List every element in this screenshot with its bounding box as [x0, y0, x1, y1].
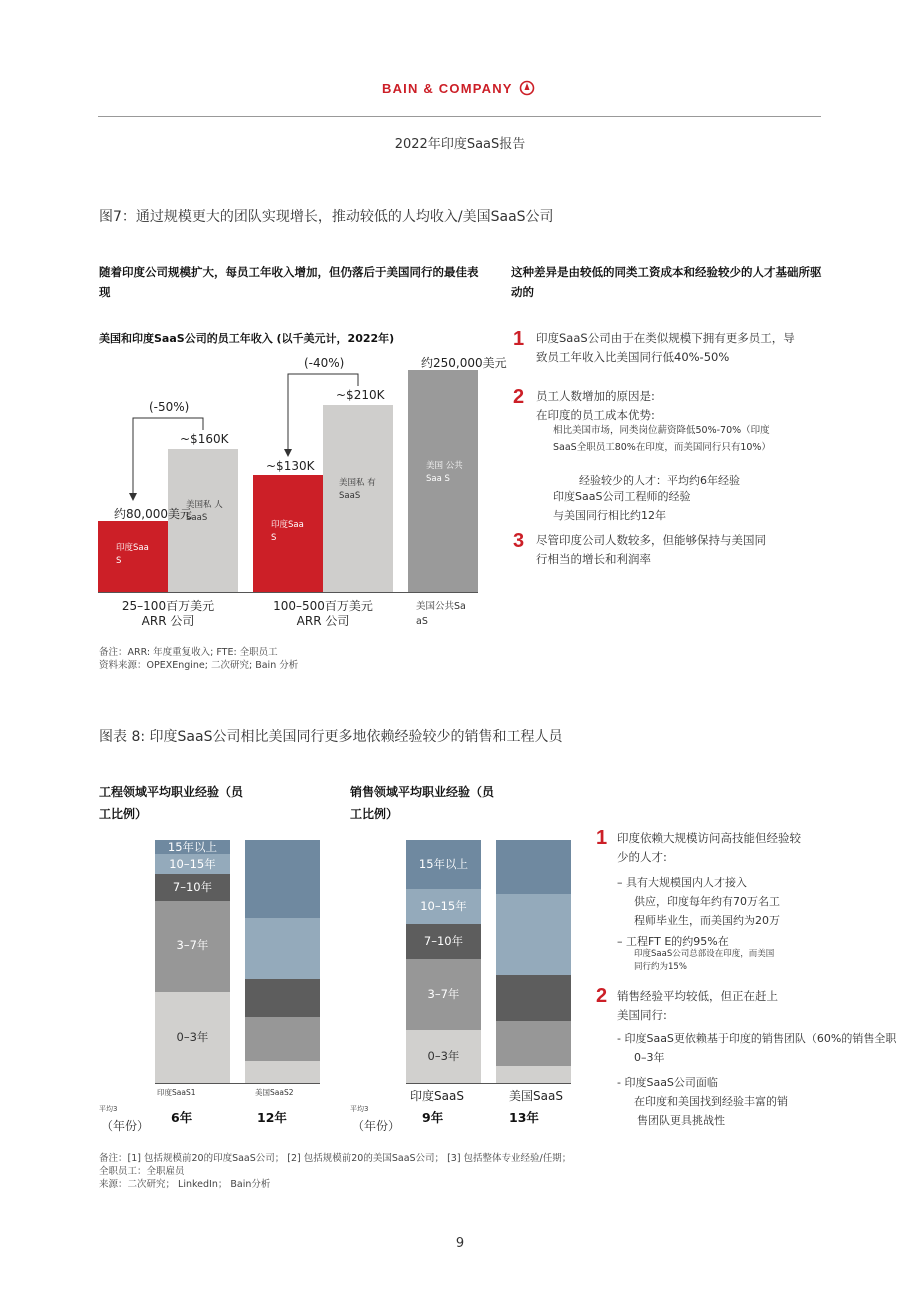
value-india-mid: ~$130K — [266, 459, 315, 473]
eng-india-label-7-10: 7–10年 — [172, 880, 213, 894]
eng-us-seg-7-10 — [245, 979, 320, 1017]
point-number-1: 1 — [513, 328, 525, 350]
eng-bar-us — [245, 840, 320, 1083]
figure7-title: 图7：通过规模更大的团队实现增长，推动较低的人均收入/美国SaaS公司 — [99, 209, 554, 225]
figure8-note-2: 全职员工：全职雇员 — [99, 1166, 185, 1177]
point-2-line4: SaaS全职员工80%在印度，而美国同行只有10%） — [553, 442, 771, 453]
engineering-header — [99, 781, 243, 825]
value-india-small: 约80,000美元 — [114, 507, 192, 521]
fig8-p1-b1-line1: – 具有大规模国内人才接入 — [617, 876, 747, 889]
sales-category-us: 美国SaaS — [509, 1089, 563, 1103]
sales-india-label-15plus: 15年以上 — [418, 857, 469, 871]
category-mid — [253, 599, 393, 629]
eng-us-seg-0-3 — [245, 1061, 320, 1083]
report-title: 2022年印度SaaS报告 — [394, 137, 526, 152]
category-mid-line2: ARR 公司 — [296, 614, 350, 628]
sales-avg-us: 13年 — [509, 1110, 539, 1125]
eng-india-seg-0-3 — [155, 992, 230, 1083]
figure7-note-abbr: 备注：ARR: 年度重复收入; FTE: 全职员工 — [99, 647, 278, 658]
eng-us-seg-3-7 — [245, 1017, 320, 1061]
engineering-header-line1: 工程领域平均职业经验（员 — [99, 785, 244, 799]
figure8-note-3: 来源：二次研究； LinkedIn； Bain分析 — [99, 1179, 271, 1190]
eng-india-seg-3-7 — [155, 901, 230, 992]
fig8-p2-b2-line2: 在印度和美国找到经验丰富的销 — [634, 1095, 788, 1108]
point-3-line2: 行相当的增长和利润率 — [536, 552, 651, 566]
category-public — [416, 599, 466, 629]
figure7-notes — [99, 646, 298, 672]
value-us-small: ~$160K — [180, 432, 229, 446]
eng-baseline — [155, 1083, 320, 1084]
eng-india-label-0-3: 0–3年 — [176, 1030, 209, 1044]
category-small-line1: 25–100百万美元 — [121, 599, 215, 613]
point-2-line7: 与美国同行相比约12年 — [553, 509, 666, 522]
point-2-line1: 员工人数增加的原因是: — [536, 389, 655, 403]
fig8-point-2-bullet2 — [617, 1073, 788, 1130]
fig8-p2-b1-line1: - 印度SaaS更依赖基于印度的销售团队（60%的销售全职 — [617, 1032, 897, 1045]
fig8-p2-b1-line2: 0–3年 — [634, 1051, 665, 1064]
eng-category-india: 印度SaaS1 — [157, 1088, 196, 1097]
point-number-2: 2 — [513, 386, 525, 408]
sales-india-label-3-7: 3–7年 — [427, 987, 460, 1001]
fig8-point-1-line2: 少的人才: — [617, 850, 667, 864]
eng-india-label-15plus: 15年以上 — [167, 840, 218, 854]
value-us-mid: ~$210K — [336, 388, 385, 402]
eng-us-seg-15plus — [245, 840, 320, 918]
eng-india-label-3-7: 3–7年 — [176, 938, 209, 952]
point-2-text — [536, 387, 655, 425]
category-public-line1: 美国公共Sa — [416, 601, 466, 612]
fig8-point-number-1: 1 — [596, 827, 608, 849]
sales-avg-unit: （年份） — [352, 1119, 401, 1133]
fig8-p1-b1-line3: 程师毕业生，而美国约为20万 — [634, 914, 780, 927]
fig8-point-2-line2: 美国同行: — [617, 1008, 667, 1022]
sales-india-seg-0-3 — [406, 1030, 481, 1083]
chart-subtitle: 美国和印度SaaS公司的员工年收入 (以千美元计，2022年) — [99, 332, 395, 345]
eng-avg-unit: （年份） — [101, 1119, 150, 1133]
fig8-point-1-line1: 印度依赖大规模访问高技能但经验较 — [617, 831, 801, 845]
gap-label-mid: (-40%) — [304, 356, 345, 370]
sales-category-india: 印度SaaS — [410, 1089, 464, 1103]
figure8-notes — [99, 1152, 571, 1191]
fig8-p1-b2-line3: 同行约为15% — [634, 962, 687, 972]
eng-avg-us: 12年 — [257, 1110, 287, 1125]
point-2-line2: 在印度的员工成本优势: — [536, 408, 655, 422]
sales-us-seg-3-7 — [496, 1021, 571, 1066]
sales-us-seg-15plus — [496, 840, 571, 894]
figure8-note-1: 备注：[1] 包括规模前20的印度SaaS公司； [2] 包括规模前20的美国SaaS公司； [3] 包括整体专业经验/任期； — [99, 1153, 572, 1164]
eng-india-seg-7-10 — [155, 874, 230, 901]
sales-india-label-7-10: 7–10年 — [423, 934, 464, 948]
fig8-point-1-text — [617, 829, 801, 867]
point-2-line3: 相比美国市场，同类岗位薪资降低50%-70%（印度 — [553, 425, 770, 436]
point-3-text — [536, 531, 766, 569]
point-1-line1: 印度SaaS公司由于在类似规模下拥有更多员工，导 — [536, 331, 795, 345]
gap-label-small: (-50%) — [149, 400, 190, 414]
fig8-point-2-text — [617, 987, 778, 1025]
category-mid-line1: 100–500百万美元 — [273, 599, 373, 613]
eng-bar-india — [155, 840, 230, 1083]
fig8-point-1-bullet2-detail — [634, 948, 774, 974]
fig8-p1-b2-line1: – 工程FT E的约95%在 — [617, 935, 729, 948]
point-3-line1: 尽管印度公司人数较多，但能够保持与美国同 — [536, 533, 766, 547]
sales-india-seg-7-10 — [406, 924, 481, 959]
figure7-left-header: 随着印度公司规模扩大，每员工年收入增加，但仍落后于美国同行的最佳表现 — [99, 265, 479, 299]
sales-us-seg-0-3 — [496, 1066, 571, 1083]
fig8-p1-b1-line2: 供应，印度每年约有70万名工 — [634, 895, 780, 908]
page-number: 9 — [455, 1236, 465, 1251]
eng-avg-label: 平均3 — [99, 1105, 118, 1113]
gap-arrows — [0, 0, 920, 620]
fig8-point-2-line1: 销售经验平均较低，但正在赶上 — [617, 989, 778, 1003]
fig8-p1-b2-line2: 印度SaaS公司总部设在印度，而美国 — [634, 949, 775, 959]
figure8-title: 图表 8: 印度SaaS公司相比美国同行更多地依赖经验较少的销售和工程人员 — [99, 729, 563, 745]
category-small — [98, 599, 238, 629]
point-2-detail — [553, 422, 771, 456]
eng-category-us: 美国SaaS2 — [255, 1088, 294, 1097]
bar-label-india-small: 印度Saa S — [116, 543, 149, 566]
sales-avg-india: 9年 — [422, 1110, 444, 1125]
sales-india-label-0-3: 0–3年 — [427, 1049, 460, 1063]
bar-label-india-mid: 印度Saa S — [271, 520, 304, 543]
eng-avg-india: 6年 — [171, 1110, 193, 1125]
figure7-right-header: 这种差异是由较低的同类工资成本和经验较少的人才基础所驱动的 — [511, 265, 822, 299]
point-1-text — [536, 329, 795, 367]
brand-name: BAIN & COMPANY — [382, 80, 513, 96]
eng-india-seg-15plus — [155, 840, 230, 854]
value-us-public: 约250,000美元 — [421, 356, 507, 370]
eng-us-seg-10-15 — [245, 918, 320, 979]
sales-header — [350, 781, 494, 825]
point-2-detail2 — [553, 487, 690, 525]
sales-india-label-10-15: 10–15年 — [420, 899, 467, 913]
fig8-p2-b2-line3: 售团队更具挑战性 — [637, 1114, 725, 1127]
fig8-p2-b2-line1: - 印度SaaS公司面临 — [617, 1076, 718, 1089]
sales-header-line2: 工比例） — [350, 807, 399, 821]
fig8-point-number-2: 2 — [596, 985, 608, 1007]
bar-label-us-mid: 美国私 有SaaS — [339, 478, 376, 501]
sales-baseline — [406, 1083, 571, 1084]
eng-india-label-10-15: 10–15年 — [169, 857, 216, 871]
sales-header-line1: 销售领域平均职业经验（员 — [350, 785, 495, 799]
sales-bar-us — [496, 840, 571, 1083]
fig8-point-1-bullet1 — [617, 873, 780, 930]
eng-india-seg-10-15 — [155, 854, 230, 874]
sales-india-seg-15plus — [406, 840, 481, 889]
sales-india-seg-3-7 — [406, 959, 481, 1030]
point-2-line6: 印度SaaS公司工程师的经验 — [553, 490, 691, 503]
sales-india-seg-10-15 — [406, 889, 481, 924]
point-number-3: 3 — [513, 530, 525, 552]
sales-us-seg-7-10 — [496, 975, 571, 1021]
sales-bar-india — [406, 840, 481, 1083]
fig8-point-2-bullet1 — [617, 1029, 920, 1067]
sales-avg-label: 平均3 — [350, 1105, 369, 1113]
engineering-header-line2: 工比例） — [99, 807, 148, 821]
bar-label-us-small: 美国私 人SaaS — [186, 500, 223, 523]
sales-us-seg-10-15 — [496, 894, 571, 975]
category-public-line2: aS — [416, 616, 428, 627]
category-small-line2: ARR 公司 — [141, 614, 195, 628]
bar-label-us-public: 美国 公共Saa S — [426, 461, 463, 484]
point-1-line2: 致员工年收入比美国同行低40%-50% — [536, 350, 730, 364]
figure7-note-source: 资料来源：OPEXEngine; 二次研究; Bain 分析 — [99, 660, 299, 671]
point-2-line5: 经验较少的人才：平均约6年经验 — [579, 474, 740, 487]
